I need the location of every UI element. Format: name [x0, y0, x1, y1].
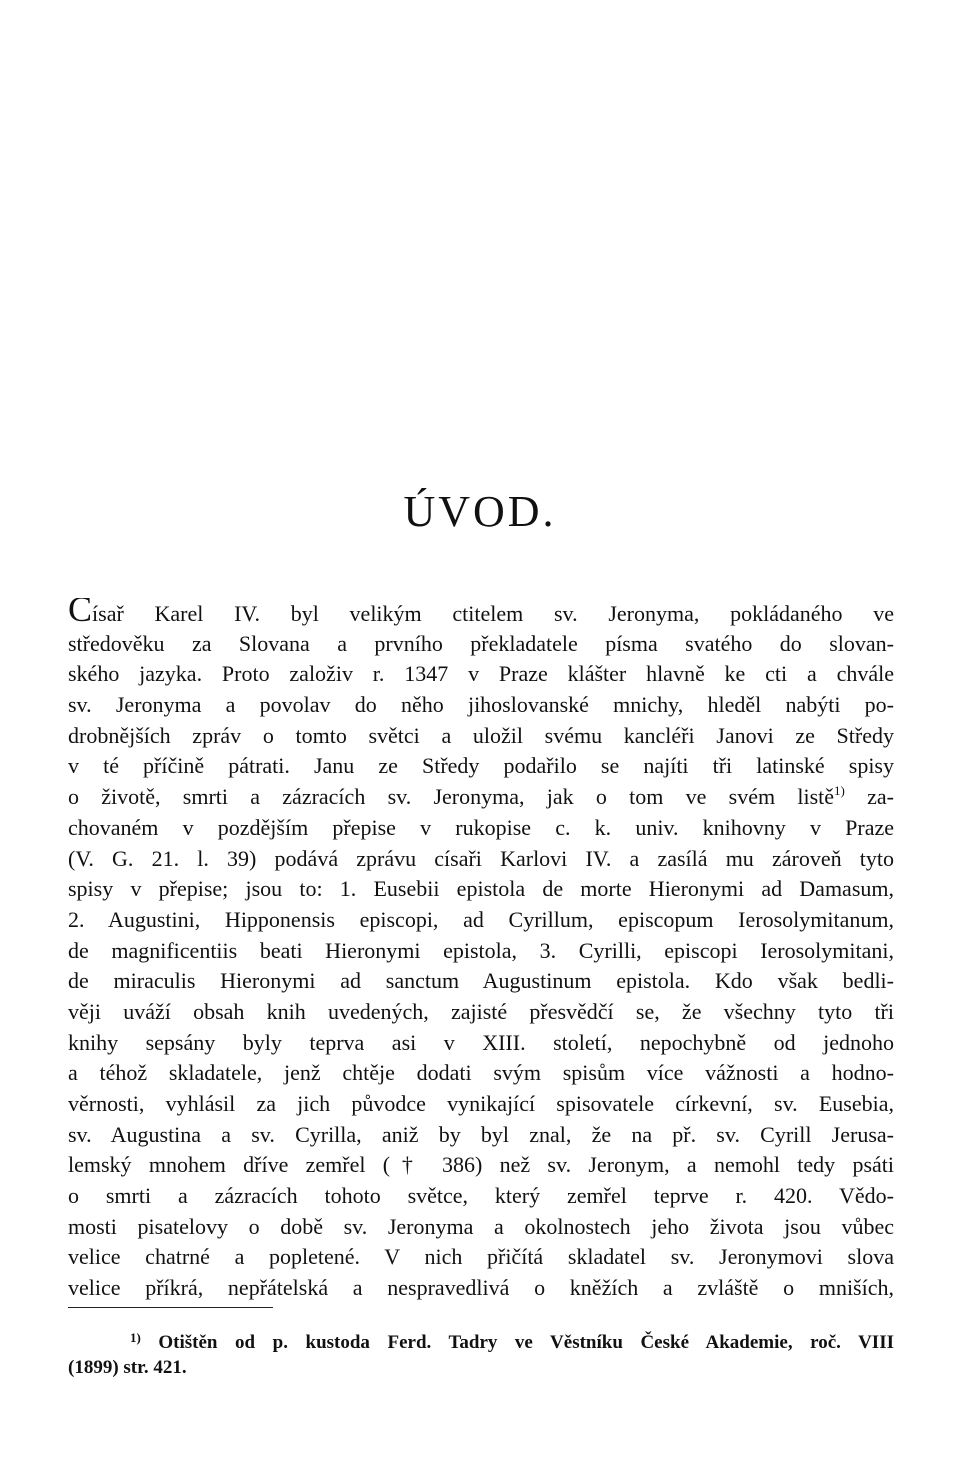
text-line-10: spisy v přepise; jsou to: 1. Eusebii epistola de morte Hieronymi ad Damasum,	[68, 876, 894, 902]
text-line-2: středověku za Slovana a prvního překladatele písma svatého do slovan-	[68, 630, 894, 656]
text-line-7-main: o životě, smrti a zázracích sv. Jeronyma, jak o tom ve svém listě	[68, 784, 835, 810]
text-line-21: mosti pisatelovy o době sv. Jeronyma a okolnostech jeho života jsou vůbec	[68, 1213, 894, 1239]
text-line-15: knihy sepsány byly teprva asi v XIII. století, nepochybně od jednoho	[68, 1029, 894, 1055]
drop-cap: C	[68, 598, 93, 629]
text-line-9: (V. G. 21. l. 39) podává zprávu císaři Karlovi IV. a zasílá mu zároveň tyto	[68, 845, 894, 871]
text-line-6: v té příčině pátrati. Janu ze Středy podařilo se najíti tři latinské spisy	[68, 753, 894, 779]
text-line-14: věji uváží obsah knih uvedených, zajisté přesvědčí se, že všechny tyto tři	[68, 998, 894, 1024]
text-line-7-tail: za-	[867, 784, 894, 810]
text-line-17: věrnosti, vyhlásil za jich původce vynikající spisovatele církevní, sv. Eusebia,	[68, 1091, 894, 1116]
text-line-11: 2. Augustini, Hipponensis episcopi, ad Cyrillum, episcopum Ierosolymitanum,	[68, 906, 894, 932]
text-line-4: sv. Jeronyma a povolav do něho jihoslovanské mnichy, hleděl nabýti po-	[68, 692, 894, 718]
text-line-23: velice příkrá, nepřátelská a nespravedlivá o kněžích a zvláště o mniších,	[68, 1275, 894, 1301]
text-line-13: de miraculis Hieronymi ad sanctum Augustinum epistola. Kdo však bedli-	[68, 968, 894, 994]
text-line-19: lemský mnohem dříve zemřel († 386) než sv. Jeronym, a nemohl tedy psáti	[68, 1152, 894, 1178]
text-line-18: sv. Augustina a sv. Cyrilla, aniž by byl znal, že na př. sv. Cyrill Jerusa-	[68, 1121, 894, 1147]
text-line-7	[68, 782, 894, 813]
text-line-8: chovaném v pozdějším přepise v rukopise c. k. univ. knihovny v Praze	[68, 814, 894, 840]
text-line-20: o smrti a zázracích tohoto světce, který zemřel teprve r. 420. Vědo-	[68, 1183, 894, 1209]
footnote-divider	[68, 1307, 273, 1308]
footnote-text-1: Otištěn od p. kustoda Ferd. Tadry ve Věstníku České Akademie, roč. VIII	[158, 1332, 894, 1353]
body-text	[68, 598, 894, 1304]
text-line-5: drobnějších zpráv o tomto světci a uložil svému kancléři Janovi ze Středy	[68, 722, 894, 748]
footnote-reference: 1)	[834, 783, 845, 799]
text-line-22: velice chatrné a popletené. V nich přičítá skladatel sv. Jeronymovi slova	[68, 1244, 894, 1270]
footnote-line-1	[68, 1323, 894, 1353]
text-line-1-rest: ísař Karel IV. byl velikým ctitelem sv. Jeronyma, pokládaného ve	[92, 601, 894, 626]
footnote-mark: 1)	[130, 1330, 141, 1345]
page-title: ÚVOD.	[403, 487, 557, 536]
text-line-1	[68, 598, 894, 629]
text-line-12: de magnificentiis beati Hieronymi epistola, 3. Cyrilli, episcopi Ierosolymitani,	[68, 937, 894, 963]
footnote	[68, 1323, 894, 1383]
text-line-16: a téhož skladatele, jenž chtěje dodati svým spisům více vážnosti a hodno-	[68, 1060, 894, 1086]
text-line-3: ského jazyka. Proto založiv r. 1347 v Praze klášter hlavně ke cti a chvále	[68, 661, 894, 687]
footnote-line-2: (1899) str. 421.	[68, 1357, 187, 1378]
